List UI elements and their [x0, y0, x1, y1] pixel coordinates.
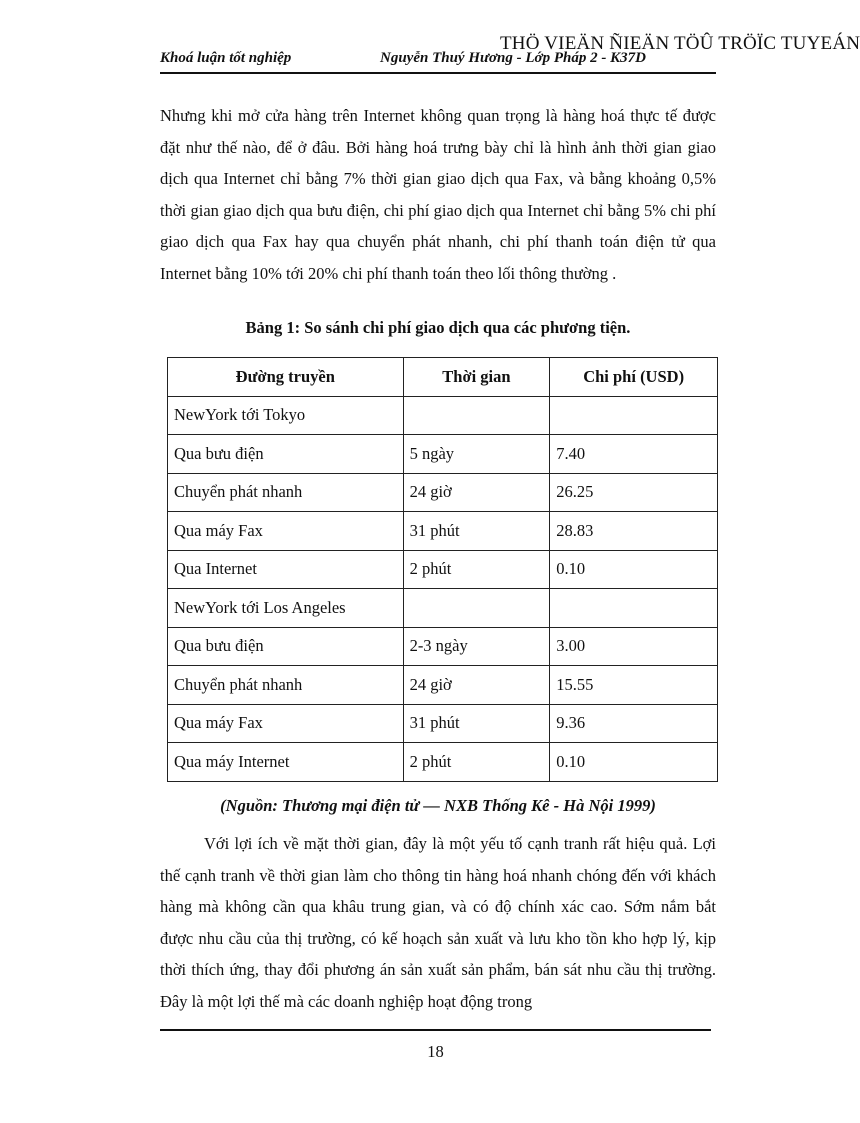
route-cell: NewYork tới Los Angeles [168, 589, 404, 628]
header-author: Nguyễn Thuý Hương - Lớp Pháp 2 - K37D [380, 50, 646, 66]
table-caption: Bảng 1: So sánh chi phí giao dịch qua các phương tiện. [245, 318, 631, 337]
time-cell: 24 giờ [403, 473, 550, 512]
cost-cell: 3.00 [550, 627, 718, 666]
cost-cell: 9.36 [550, 704, 718, 743]
column-header-time: Thời gian [403, 358, 550, 397]
route-cell: NewYork tới Tokyo [168, 396, 404, 435]
table-header-row [168, 358, 718, 397]
table-row [168, 627, 718, 666]
body-paragraph-2: Với lợi ích về mặt thời gian, đây là một yếu tố cạnh tranh rất hiệu quả. Lợi thế cạnh tranh về thời gian làm cho thông tin hàng hoá nhanh chóng đến với khách hàng mà không cần qua khâu trung gian, và có độ chính xác cao. Sớm nắm bắt được nhu cầu của thị trường, có kế hoạch sản xuất và lưu kho tồn kho hợp lý, kịp thời thích ứng, thay đổi phương án sản xuất sản phẩm, bán sát nhu cầu thị trường. Đây là một lợi thế mà các doanh nghiệp hoạt động trong [160, 834, 716, 1011]
table-row [168, 550, 718, 589]
route-cell: Chuyển phát nhanh [168, 666, 404, 705]
table-row [168, 704, 718, 743]
cost-cell: 26.25 [550, 473, 718, 512]
cost-cell [550, 589, 718, 628]
time-cell: 24 giờ [403, 666, 550, 705]
column-header-cost: Chi phí (USD) [550, 358, 718, 397]
route-cell: Qua Internet [168, 550, 404, 589]
column-header-route: Đường truyền [168, 358, 404, 397]
route-cell: Qua máy Fax [168, 512, 404, 551]
table-row [168, 396, 718, 435]
route-cell: Qua máy Internet [168, 743, 404, 782]
time-cell: 5 ngày [403, 435, 550, 474]
header-divider [160, 72, 716, 74]
route-cell: Chuyển phát nhanh [168, 473, 404, 512]
table-row [168, 589, 718, 628]
header-thesis-title: Khoá luận tốt nghiệp [160, 50, 292, 66]
time-cell: 2 phút [403, 743, 550, 782]
cost-cell: 15.55 [550, 666, 718, 705]
time-cell: 2-3 ngày [403, 627, 550, 666]
route-cell: Qua bưu điện [168, 435, 404, 474]
time-cell [403, 589, 550, 628]
body-paragraph-1: Nhưng khi mở cửa hàng trên Internet không quan trọng là hàng hoá thực tế được đặt như thế nào, để ở đâu. Bởi hàng hoá trưng bày chỉ là hình ảnh thời gian giao dịch qua Internet chỉ bằng 7% thời gian giao dịch qua Fax, và bằng khoảng 0,5% thời gian giao dịch qua bưu điện, chi phí giao dịch qua Internet chỉ bằng 5% chi phí giao dịch qua Fax hay qua chuyển phát nhanh, chi phí thanh toán điện tử qua Internet bằng 10% tới 20% chi phí thanh toán theo lối thông thường . [160, 106, 716, 283]
table-row [168, 512, 718, 551]
watermark-text: THÖ VIEÄN ÑIEÄN TÖÛ TRÖÏC TUYEÁN [500, 33, 860, 54]
cost-cell: 28.83 [550, 512, 718, 551]
cost-cell: 7.40 [550, 435, 718, 474]
footer-divider [160, 1029, 711, 1031]
route-cell: Qua bưu điện [168, 627, 404, 666]
time-cell [403, 396, 550, 435]
cost-cell [550, 396, 718, 435]
time-cell: 31 phút [403, 512, 550, 551]
page-header [160, 50, 716, 72]
table-row [168, 435, 718, 474]
page-number: 18 [427, 1042, 444, 1061]
time-cell: 31 phút [403, 704, 550, 743]
cost-cell: 0.10 [550, 743, 718, 782]
table-row [168, 666, 718, 705]
table-row [168, 473, 718, 512]
time-cell: 2 phút [403, 550, 550, 589]
cost-comparison-table [167, 357, 718, 782]
route-cell: Qua máy Fax [168, 704, 404, 743]
table-row [168, 743, 718, 782]
cost-cell: 0.10 [550, 550, 718, 589]
table-source-note: (Nguồn: Thương mại điện tử — NXB Thống Kê - Hà Nội 1999) [220, 796, 656, 815]
